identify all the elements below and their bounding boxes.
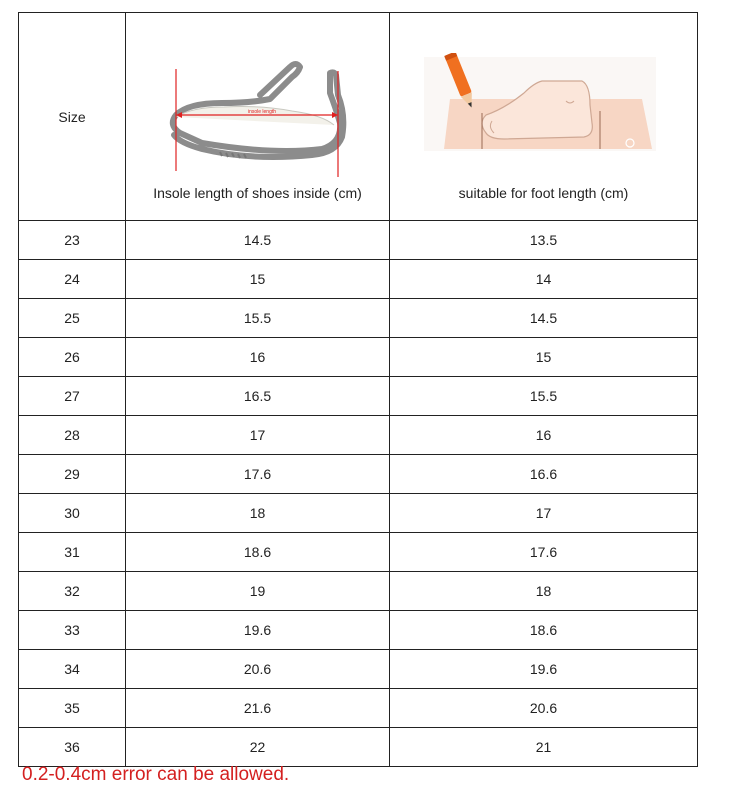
insole-cell: 22 xyxy=(126,728,390,767)
insole-caption: Insole length of shoes inside (cm) xyxy=(153,185,362,201)
foot-cell: 17.6 xyxy=(390,533,698,572)
size-cell: 36 xyxy=(19,728,126,767)
shoe-insole-icon xyxy=(162,53,352,178)
size-chart-body xyxy=(19,13,698,767)
size-cell: 28 xyxy=(19,416,126,455)
table-row xyxy=(19,611,698,650)
size-cell: 35 xyxy=(19,689,126,728)
size-cell: 23 xyxy=(19,221,126,260)
insole-cell: 17 xyxy=(126,416,390,455)
foot-cell: 16 xyxy=(390,416,698,455)
size-cell: 33 xyxy=(19,611,126,650)
insole-diagram-label: insole length xyxy=(247,109,277,115)
table-row xyxy=(19,416,698,455)
foot-cell: 14 xyxy=(390,260,698,299)
table-row xyxy=(19,455,698,494)
size-cell: 30 xyxy=(19,494,126,533)
insole-header-cell xyxy=(126,13,389,220)
size-cell: 27 xyxy=(19,377,126,416)
size-chart-table xyxy=(18,12,698,767)
foot-cell: 15 xyxy=(390,338,698,377)
foot-header-cell xyxy=(390,13,697,220)
insole-cell: 20.6 xyxy=(126,650,390,689)
foot-cell: 21 xyxy=(390,728,698,767)
foot-cell: 14.5 xyxy=(390,299,698,338)
insole-cell: 18 xyxy=(126,494,390,533)
header-size: Size xyxy=(19,13,126,221)
foot-caption: suitable for foot length (cm) xyxy=(458,185,629,201)
table-row xyxy=(19,689,698,728)
size-cell: 29 xyxy=(19,455,126,494)
size-cell: 26 xyxy=(19,338,126,377)
table-row xyxy=(19,650,698,689)
header-row xyxy=(19,13,698,221)
table-row xyxy=(19,377,698,416)
table-row xyxy=(19,494,698,533)
table-row xyxy=(19,338,698,377)
foot-cell: 18.6 xyxy=(390,611,698,650)
size-cell: 32 xyxy=(19,572,126,611)
table-row xyxy=(19,299,698,338)
table-row xyxy=(19,533,698,572)
insole-cell: 16.5 xyxy=(126,377,390,416)
insole-cell: 16 xyxy=(126,338,390,377)
foot-cell: 17 xyxy=(390,494,698,533)
tolerance-note: 0.2-0.4cm error can be allowed. xyxy=(22,764,290,785)
insole-cell: 14.5 xyxy=(126,221,390,260)
size-cell: 24 xyxy=(19,260,126,299)
insole-cell: 19 xyxy=(126,572,390,611)
table-row xyxy=(19,728,698,767)
header-insole xyxy=(126,13,390,221)
size-cell: 31 xyxy=(19,533,126,572)
insole-cell: 19.6 xyxy=(126,611,390,650)
insole-cell: 18.6 xyxy=(126,533,390,572)
foot-cell: 19.6 xyxy=(390,650,698,689)
size-cell: 34 xyxy=(19,650,126,689)
foot-measure-icon xyxy=(424,53,656,153)
foot-cell: 15.5 xyxy=(390,377,698,416)
table-row xyxy=(19,572,698,611)
insole-cell: 21.6 xyxy=(126,689,390,728)
table-row xyxy=(19,260,698,299)
header-foot xyxy=(390,13,698,221)
foot-cell: 18 xyxy=(390,572,698,611)
size-cell: 25 xyxy=(19,299,126,338)
foot-cell: 20.6 xyxy=(390,689,698,728)
insole-cell: 17.6 xyxy=(126,455,390,494)
insole-cell: 15 xyxy=(126,260,390,299)
table-row xyxy=(19,221,698,260)
foot-cell: 16.6 xyxy=(390,455,698,494)
foot-cell: 13.5 xyxy=(390,221,698,260)
insole-cell: 15.5 xyxy=(126,299,390,338)
